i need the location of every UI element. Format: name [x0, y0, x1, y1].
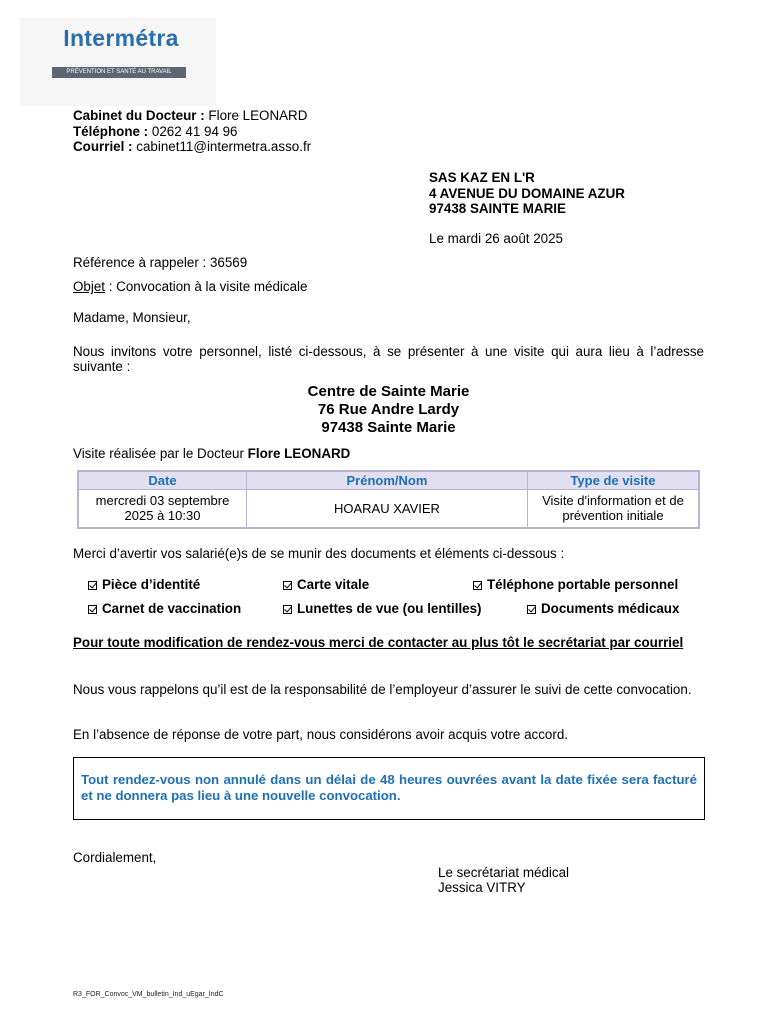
phone-label: Téléphone :: [73, 124, 149, 139]
checkbox-checked-icon: [283, 605, 292, 614]
absence-paragraph: En l’absence de réponse de votre part, nous considérons avoir acquis votre accord.: [73, 727, 568, 742]
cabinet-label: Cabinet du Docteur :: [73, 108, 205, 123]
checklist-item-glasses: [283, 601, 482, 616]
modification-notice: Pour toute modification de rendez-vous merci de contacter au plus tôt le secrétariat par courriel: [73, 635, 684, 650]
intro-paragraph: Nous invitons votre personnel, listé ci-dessous, à se présenter à une visite qui aura lieu à l’adresse suivante :: [73, 344, 704, 374]
checklist-item-vaccination: [88, 601, 241, 616]
venue-street: 76 Rue Andre Lardy: [317, 401, 460, 418]
cabinet-value: Flore LEONARD: [208, 108, 308, 123]
reference: Référence à rappeler : 36569: [73, 255, 248, 270]
table-header-type: Type de visite: [527, 471, 699, 489]
logo: Intermétra: [63, 25, 179, 51]
cell-name: HOARAU XAVIER: [247, 489, 528, 528]
checklist-label: Carnet de vaccination: [102, 601, 242, 616]
doctor-line: [73, 446, 350, 461]
salutation: Madame, Monsieur,: [73, 310, 191, 325]
footer-reference: R3_FOR_Convoc_VM_bulletin_Ind_uEgar_IndC: [73, 991, 224, 998]
checklist-item-id: [88, 577, 200, 592]
table-row: [78, 489, 699, 528]
checklist-item-phone: [473, 577, 678, 592]
checklist-label: Lunettes de vue (ou lentilles): [297, 601, 482, 616]
checkbox-checked-icon: [283, 581, 292, 590]
checkbox-checked-icon: [88, 605, 97, 614]
venue-name: Centre de Sainte Marie: [307, 383, 470, 400]
cell-type: Visite d'information et de prévention initiale: [527, 489, 699, 528]
documents-intro: Merci d’avertir vos salarié(e)s de se munir des documents et éléments ci-dessous :: [73, 546, 565, 561]
sender-cabinet: [73, 108, 307, 123]
object-label: Objet: [73, 279, 106, 294]
email-label: Courriel :: [73, 139, 133, 154]
table-header-row: [78, 471, 699, 489]
object-line: [73, 279, 307, 294]
object-text: : Convocation à la visite médicale: [105, 279, 308, 294]
visits-table: [77, 470, 700, 529]
doctor-prefix: Visite réalisée par le Docteur: [73, 446, 248, 461]
recipient-line1: SAS KAZ EN L'R: [429, 170, 535, 185]
closing: Cordialement,: [73, 850, 157, 865]
cancellation-notice-box: [73, 757, 705, 820]
checkbox-checked-icon: [473, 581, 482, 590]
checklist-label: Carte vitale: [297, 577, 370, 592]
recipient-line2: 4 AVENUE DU DOMAINE AZUR: [429, 186, 625, 201]
checklist-item-medical-docs: [527, 601, 679, 616]
checkbox-checked-icon: [527, 605, 536, 614]
email-value: cabinet11@intermetra.asso.fr: [136, 139, 312, 154]
reminder-paragraph: Nous vous rappelons qu’il est de la responsabilité de l’employeur d’assurer le suivi de cette convocation.: [73, 682, 692, 697]
checklist-label: Téléphone portable personnel: [487, 577, 679, 592]
doctor-name: Flore LEONARD: [247, 446, 351, 461]
cancellation-notice-text: Tout rendez-vous non annulé dans un délai de 48 heures ouvrées avant la date fixée sera facturé et ne donnera pas lieu à une nouvelle convocation.: [81, 772, 697, 803]
checklist-label: Documents médicaux: [541, 601, 680, 616]
checklist-item-vitale: [283, 577, 369, 592]
letter-date: Le mardi 26 août 2025: [429, 231, 564, 246]
logo-tagline: PRÉVENTION ET SANTÉ AU TRAVAIL: [52, 67, 186, 78]
recipient-line3: 97438 SAINTE MARIE: [429, 201, 566, 216]
table-header-date: Date: [78, 471, 247, 489]
table-header-name: Prénom/Nom: [247, 471, 528, 489]
sender-phone: [73, 124, 238, 139]
venue-city: 97438 Sainte Marie: [321, 419, 456, 436]
phone-value: 0262 41 94 96: [151, 124, 238, 139]
checkbox-checked-icon: [88, 581, 97, 590]
signature-name: Jessica VITRY: [438, 880, 526, 895]
cell-date: mercredi 03 septembre 2025 à 10:30: [78, 489, 247, 528]
signature-title: Le secrétariat médical: [438, 865, 569, 880]
checklist-label: Pièce d’identité: [102, 577, 201, 592]
sender-email: [73, 139, 311, 154]
